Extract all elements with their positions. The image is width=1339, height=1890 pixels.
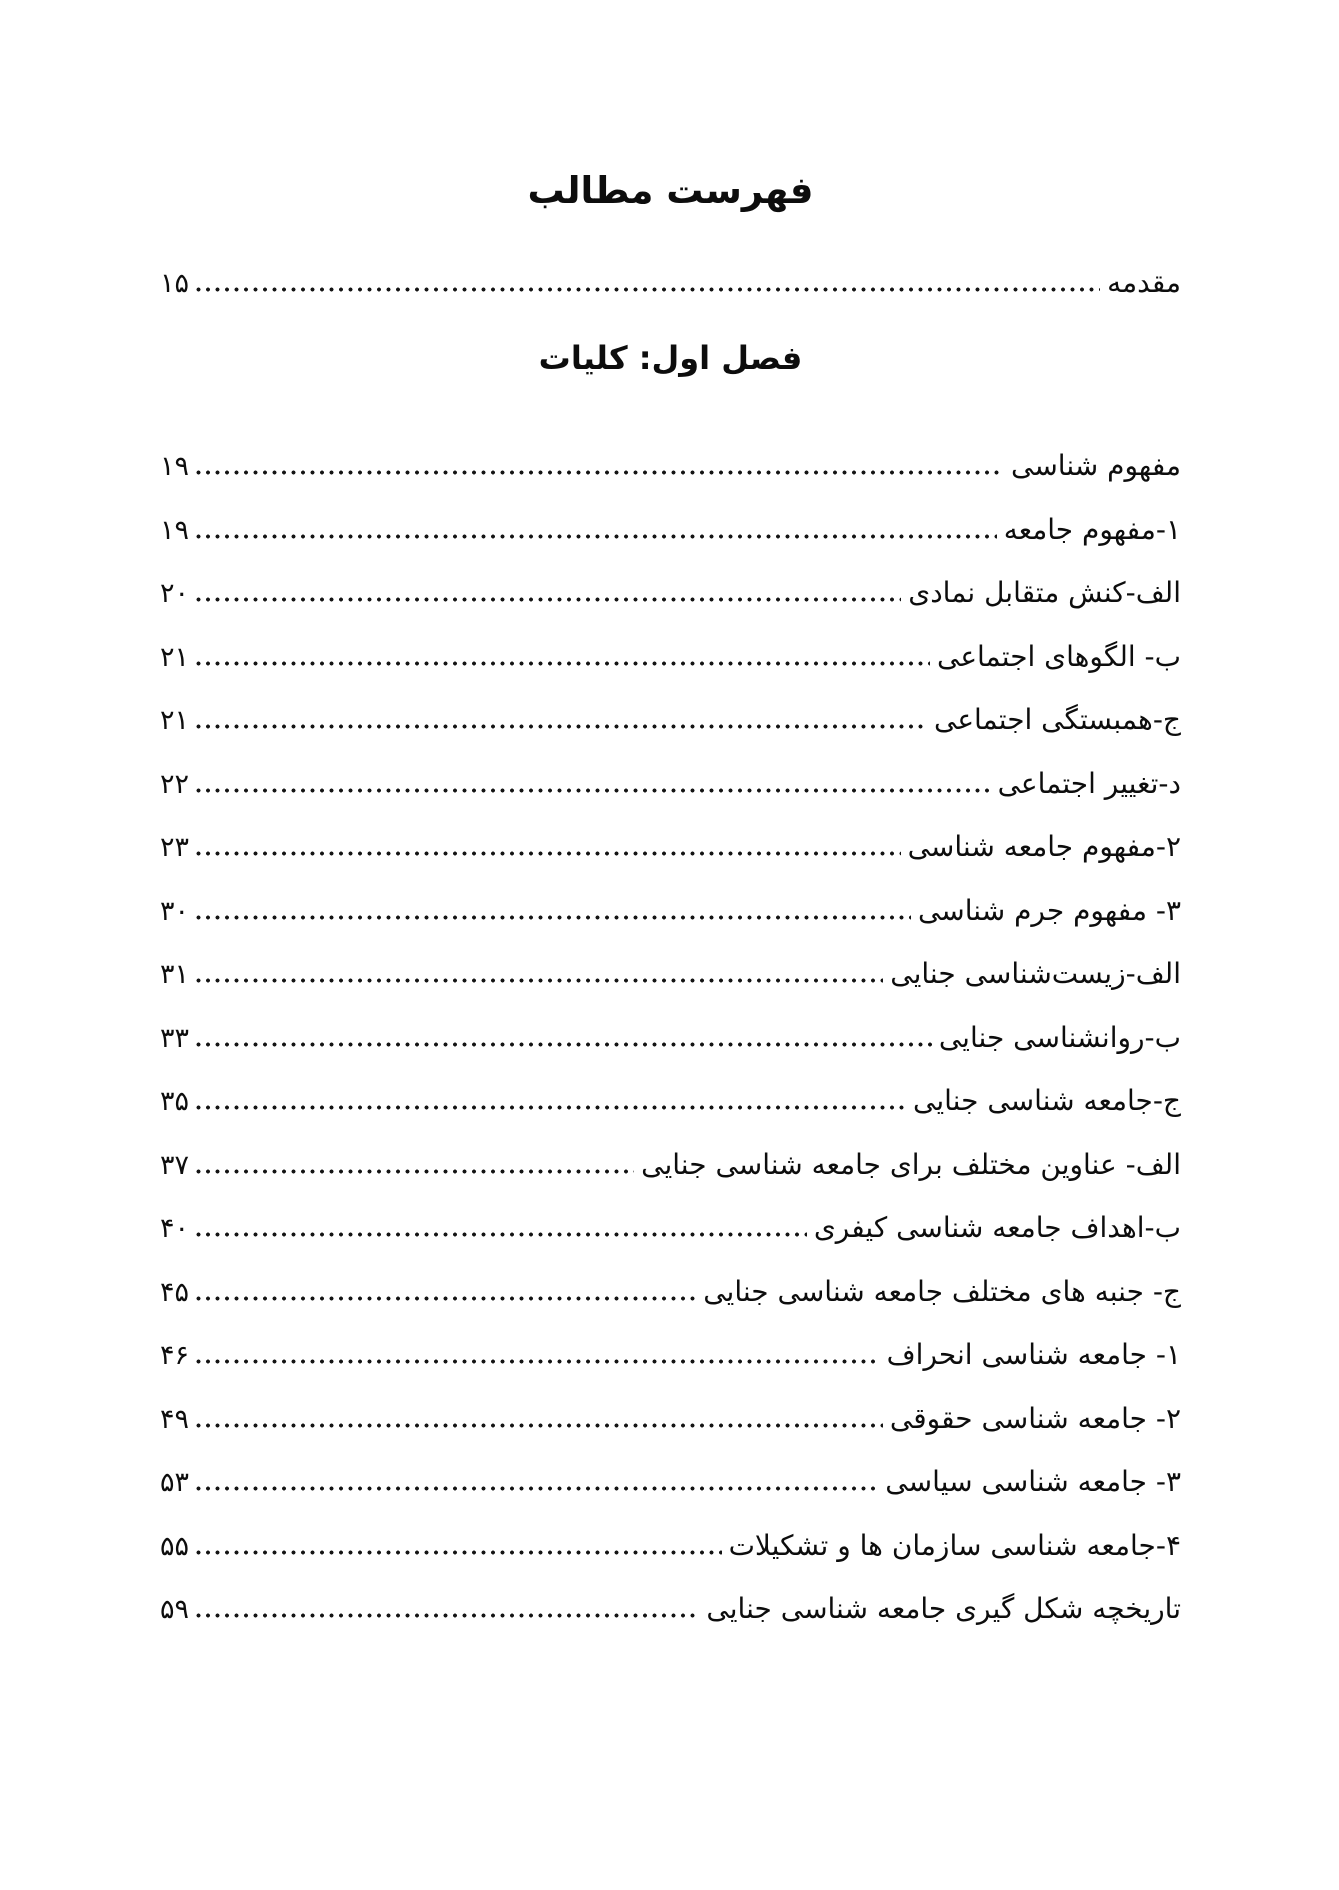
toc-entry-page: ۳۰ (160, 895, 190, 927)
toc-entry (160, 640, 1181, 704)
page-title: فهرست مطالب (527, 169, 814, 212)
toc-entry-page: ۴۹ (160, 1403, 190, 1435)
toc-entry-label: ۲- جامعه شناسی حقوقی (889, 1401, 1181, 1435)
toc-entry-page: ۱۹ (160, 514, 190, 546)
toc-entry (160, 1148, 1181, 1212)
dot-leader (196, 915, 911, 920)
toc-entry-label: تاریخچه شکل گیری جامعه شناسی جنایی (706, 1592, 1181, 1626)
toc-entry (160, 576, 1181, 640)
dot-leader (196, 1613, 699, 1618)
dot-leader (196, 1423, 883, 1428)
toc-entry (160, 1338, 1181, 1402)
toc-entry-intro (160, 266, 1181, 330)
dot-leader (196, 1042, 932, 1047)
dot-leader (196, 470, 1004, 475)
toc-entry-page: ۱۵ (160, 268, 190, 300)
toc-entry (160, 1592, 1181, 1656)
toc-entry-label: ۱-مفهوم جامعه (1003, 512, 1181, 546)
toc-entry-page: ۳۵ (160, 1086, 190, 1118)
toc-entry (160, 1275, 1181, 1339)
toc-entry-label: ب-اهداف جامعه شناسی کیفری (813, 1211, 1181, 1245)
toc-entry-label: ۳- جامعه شناسی سیاسی (885, 1465, 1181, 1499)
dot-leader (196, 534, 997, 539)
toc-entry-page: ۲۰ (160, 578, 190, 610)
toc-entry (160, 767, 1181, 831)
dot-leader (196, 1550, 722, 1555)
toc-entry-page: ۲۱ (160, 641, 190, 673)
toc-entry (160, 957, 1181, 1021)
dot-leader (196, 661, 930, 666)
toc-entry-page: ۴۰ (160, 1213, 190, 1245)
dot-leader (196, 1296, 696, 1301)
toc-entry-label: الف- عناوین مختلف برای جامعه شناسی جنایی (641, 1147, 1181, 1181)
toc-entry (160, 1021, 1181, 1085)
toc-entry-page: ۲۳ (160, 832, 190, 864)
toc-entry-label: ب- الگوهای اجتماعی (936, 639, 1181, 673)
toc-entry (160, 830, 1181, 894)
toc-entry-page: ۵۹ (160, 1594, 190, 1626)
toc-entry-page: ۱۹ (160, 451, 190, 483)
toc-entry-label: ۱- جامعه شناسی انحراف (886, 1338, 1181, 1372)
toc-entry-label: ۴-جامعه شناسی سازمان ها و تشکیلات (728, 1528, 1181, 1562)
dot-leader (196, 597, 901, 602)
toc-entry-label: ج-جامعه شناسی جنایی (913, 1084, 1181, 1118)
toc-entry (160, 1529, 1181, 1593)
toc-entry-label: مفهوم شناسی (1010, 449, 1181, 483)
dot-leader (196, 287, 1100, 292)
toc-entry (160, 1211, 1181, 1275)
toc-entry-label: ج- جنبه های مختلف جامعه شناسی جنایی (703, 1274, 1181, 1308)
toc-entry-page: ۳۷ (160, 1149, 190, 1181)
toc-entry-page: ۳۱ (160, 959, 190, 991)
toc-entry-page: ۵۳ (160, 1467, 190, 1499)
toc-entry-label: د-تغییر اجتماعی (997, 766, 1181, 800)
dot-leader (196, 1169, 634, 1174)
toc-entry (160, 1084, 1181, 1148)
toc-entry (160, 1402, 1181, 1466)
dot-leader (196, 1105, 906, 1110)
toc-entry (160, 703, 1181, 767)
toc-entry-page: ۴۵ (160, 1276, 190, 1308)
toc-entry-label: ج-همبستگی اجتماعی (933, 703, 1181, 737)
toc-entry-page: ۵۵ (160, 1530, 190, 1562)
toc-entry-page: ۲۱ (160, 705, 190, 737)
toc-entry-page: ۴۶ (160, 1340, 190, 1372)
toc-entry-label: الف-زیست‌شناسی جنایی (890, 957, 1181, 991)
toc-entry-label: ب-روانشناسی جنایی (938, 1020, 1181, 1054)
dot-leader (196, 1486, 878, 1491)
dot-leader (196, 724, 927, 729)
dot-leader (196, 978, 883, 983)
toc-entry-label: الف-کنش متقابل نمادی (908, 576, 1181, 610)
toc-entry (160, 449, 1181, 513)
dot-leader (196, 851, 901, 856)
toc-entry-label: مقدمه (1107, 266, 1181, 300)
toc-entry-label: ۲-مفهوم جامعه شناسی (907, 830, 1181, 864)
toc-entry-page: ۳۳ (160, 1022, 190, 1054)
chapter-heading: فصل اول: کلیات (538, 338, 803, 377)
toc-entry-page: ۲۲ (160, 768, 190, 800)
dot-leader (196, 1232, 807, 1237)
toc-entry-label: ۳- مفهوم جرم شناسی (917, 893, 1181, 927)
toc-entry (160, 513, 1181, 577)
dot-leader (196, 788, 991, 793)
toc-list (160, 449, 1181, 1656)
dot-leader (196, 1359, 880, 1364)
toc-entry (160, 1465, 1181, 1529)
toc-entry (160, 894, 1181, 958)
